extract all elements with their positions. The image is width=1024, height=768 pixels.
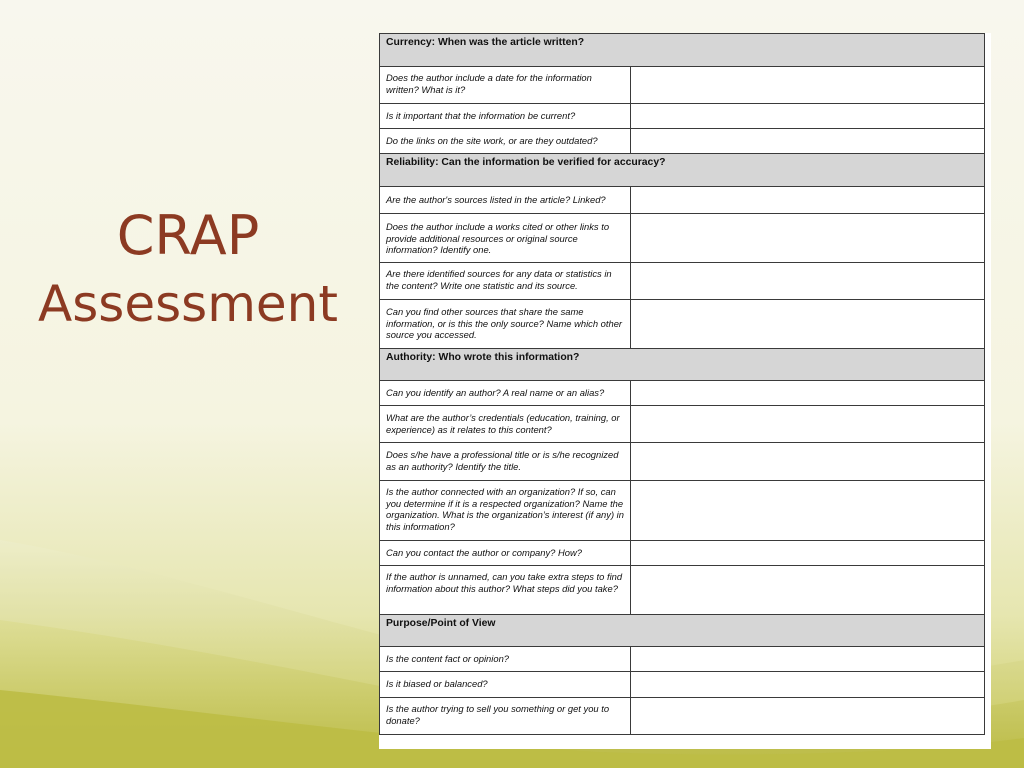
answer-field[interactable] [631,104,985,129]
question-row [380,129,985,154]
question-text: Can you find other sources that share the same information, or is this the only source? Name which other source you accessed. [380,300,631,349]
section-heading: Currency: When was the article written? [380,34,985,67]
section-header-authority [380,349,985,381]
question-row [380,406,985,443]
question-text: Is the content fact or opinion? [380,647,631,672]
question-row [380,214,985,263]
question-text: Are there identified sources for any data or statistics in the content? Write one statistic and its source. [380,263,631,300]
question-text: Does the author include a works cited or other links to provide additional resources or original source information? Identify one. [380,214,631,263]
question-row [380,381,985,406]
section-heading: Purpose/Point of View [380,615,985,647]
answer-field[interactable] [631,129,985,154]
answer-field[interactable] [631,67,985,104]
answer-field[interactable] [631,481,985,541]
question-text: Can you contact the author or company? How? [380,541,631,566]
title-line-assessment: Assessment [38,275,338,333]
question-text: Do the links on the site work, or are they outdated? [380,129,631,154]
question-text: Does s/he have a professional title or is s/he recognized as an authority? Identify the title. [380,443,631,481]
question-text: Is it biased or balanced? [380,672,631,698]
title-line-crap: CRAP [116,204,260,267]
section-header-reliability [380,154,985,187]
question-row [380,541,985,566]
question-row [380,481,985,541]
answer-field[interactable] [631,566,985,615]
question-row [380,187,985,214]
answer-field[interactable] [631,300,985,349]
question-row [380,67,985,104]
assessment-document [379,33,991,749]
question-row [380,698,985,735]
answer-field[interactable] [631,263,985,300]
question-text: Are the author's sources listed in the article? Linked? [380,187,631,214]
answer-field[interactable] [631,406,985,443]
section-header-currency [380,34,985,67]
question-text: If the author is unnamed, can you take extra steps to find information about this author? What steps did you take? [380,566,631,615]
section-heading: Reliability: Can the information be verified for accuracy? [380,154,985,187]
question-text: Is the author trying to sell you something or get you to donate? [380,698,631,735]
answer-field[interactable] [631,443,985,481]
section-header-purpose [380,615,985,647]
answer-field[interactable] [631,672,985,698]
question-text: Is the author connected with an organization? If so, can you determine if it is a respected organization? Name the organization. What is the organization’s interest (if any) in this information? [380,481,631,541]
question-row [380,263,985,300]
assessment-form-table [379,33,985,735]
question-row [380,443,985,481]
answer-field[interactable] [631,647,985,672]
question-row [380,104,985,129]
answer-field[interactable] [631,381,985,406]
answer-field[interactable] [631,214,985,263]
question-row [380,672,985,698]
question-row [380,566,985,615]
question-row [380,300,985,349]
question-text: What are the author’s credentials (education, training, or experience) as it relates to this content? [380,406,631,443]
answer-field[interactable] [631,698,985,735]
slide-title [18,204,358,340]
answer-field[interactable] [631,187,985,214]
question-text: Can you identify an author? A real name or an alias? [380,381,631,406]
question-row [380,647,985,672]
question-text: Does the author include a date for the information written? What is it? [380,67,631,104]
question-text: Is it important that the information be current? [380,104,631,129]
answer-field[interactable] [631,541,985,566]
section-heading: Authority: Who wrote this information? [380,349,985,381]
